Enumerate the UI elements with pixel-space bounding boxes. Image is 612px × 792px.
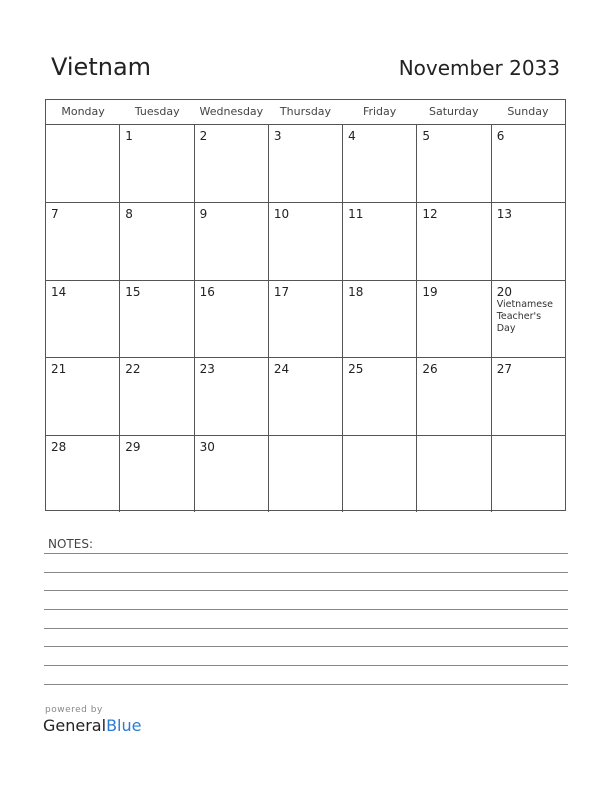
day-cell bbox=[194, 436, 268, 512]
weekday-header bbox=[46, 100, 565, 125]
day-cell bbox=[46, 358, 119, 434]
day-cell bbox=[342, 358, 416, 434]
week-row bbox=[46, 280, 565, 357]
day-number: 6 bbox=[496, 129, 505, 143]
day-number: 4 bbox=[348, 129, 356, 143]
day-number: 2 bbox=[199, 129, 208, 143]
day-number: 9 bbox=[199, 207, 208, 222]
note-line bbox=[44, 646, 568, 647]
brand-general: General bbox=[43, 716, 107, 735]
day-number: 22 bbox=[125, 362, 141, 377]
note-line bbox=[44, 684, 568, 685]
day-cell bbox=[416, 203, 490, 279]
day-number: 27 bbox=[496, 362, 512, 377]
brand-blue: Blue bbox=[106, 716, 142, 735]
powered-by-text: powered by bbox=[45, 705, 103, 715]
day-cell bbox=[46, 281, 119, 357]
day-cell bbox=[416, 436, 490, 512]
day-number: 30 bbox=[199, 439, 215, 454]
note-line bbox=[44, 553, 568, 554]
day-cell bbox=[46, 436, 119, 512]
day-number: 21 bbox=[51, 362, 67, 377]
day-cell bbox=[119, 281, 193, 357]
day-cell bbox=[119, 125, 193, 202]
brand-logo bbox=[43, 716, 141, 735]
day-cell bbox=[194, 203, 268, 279]
day-number: 13 bbox=[496, 207, 512, 222]
day-number: 10 bbox=[273, 207, 290, 222]
week-row bbox=[46, 202, 565, 279]
note-line bbox=[44, 572, 568, 573]
day-cell bbox=[342, 125, 416, 202]
day-number: 18 bbox=[348, 284, 364, 299]
day-cell bbox=[268, 203, 342, 279]
day-cell bbox=[342, 436, 416, 512]
weekday-label: Monday bbox=[61, 105, 105, 118]
day-number: 20 bbox=[496, 284, 512, 299]
day-cell bbox=[416, 281, 490, 357]
holiday-label: Vietnamese Teacher's Day bbox=[496, 298, 553, 334]
day-number: 16 bbox=[199, 284, 215, 299]
day-number: 7 bbox=[51, 207, 59, 222]
day-number: 1 bbox=[125, 129, 133, 143]
day-cell bbox=[194, 358, 268, 434]
day-cell bbox=[416, 125, 490, 202]
day-cell bbox=[491, 125, 565, 202]
calendar-weeks bbox=[46, 125, 565, 512]
week-row bbox=[46, 357, 565, 434]
note-line bbox=[44, 590, 568, 591]
notes-label: NOTES: bbox=[48, 537, 93, 551]
week-row bbox=[46, 125, 565, 202]
week-row bbox=[46, 435, 565, 512]
day-cell bbox=[268, 358, 342, 434]
day-cell bbox=[119, 436, 193, 512]
day-cell bbox=[119, 203, 193, 279]
day-number: 19 bbox=[422, 284, 438, 299]
calendar-grid bbox=[45, 99, 566, 511]
weekday-label: Saturday bbox=[428, 105, 479, 118]
day-cell bbox=[268, 125, 342, 202]
day-cell bbox=[194, 125, 268, 202]
day-number: 17 bbox=[273, 284, 290, 299]
weekday-label: Thursday bbox=[279, 105, 332, 118]
day-cell bbox=[268, 281, 342, 357]
day-cell bbox=[342, 203, 416, 279]
day-cell bbox=[491, 203, 565, 279]
day-number: 8 bbox=[125, 207, 133, 222]
day-number: 29 bbox=[125, 439, 141, 454]
note-line bbox=[44, 665, 568, 666]
weekday-label: Sunday bbox=[507, 105, 549, 118]
day-number: 24 bbox=[273, 362, 290, 377]
weekday-label: Wednesday bbox=[199, 105, 264, 118]
day-cell bbox=[491, 358, 565, 434]
day-number: 3 bbox=[273, 129, 282, 143]
day-number: 25 bbox=[348, 362, 364, 377]
day-cell bbox=[194, 281, 268, 357]
day-cell bbox=[491, 281, 565, 357]
weekday-label: Tuesday bbox=[134, 105, 180, 118]
day-number: 14 bbox=[51, 284, 67, 299]
day-number: 26 bbox=[422, 362, 438, 377]
day-cell bbox=[342, 281, 416, 357]
day-cell bbox=[491, 436, 565, 512]
day-cell bbox=[268, 436, 342, 512]
day-cell bbox=[46, 125, 119, 202]
day-number: 23 bbox=[199, 362, 215, 377]
day-cell bbox=[46, 203, 119, 279]
day-number: 28 bbox=[51, 439, 67, 454]
day-number: 11 bbox=[348, 207, 364, 222]
day-number: 5 bbox=[422, 129, 431, 143]
country-title: Vietnam bbox=[51, 53, 152, 81]
month-year-title: November 2033 bbox=[398, 56, 560, 80]
note-line bbox=[44, 628, 568, 629]
day-cell bbox=[119, 358, 193, 434]
note-line bbox=[44, 609, 568, 610]
weekday-label: Friday bbox=[362, 105, 397, 118]
day-cell bbox=[416, 358, 490, 434]
day-number: 15 bbox=[125, 284, 141, 299]
day-number: 12 bbox=[422, 207, 438, 222]
